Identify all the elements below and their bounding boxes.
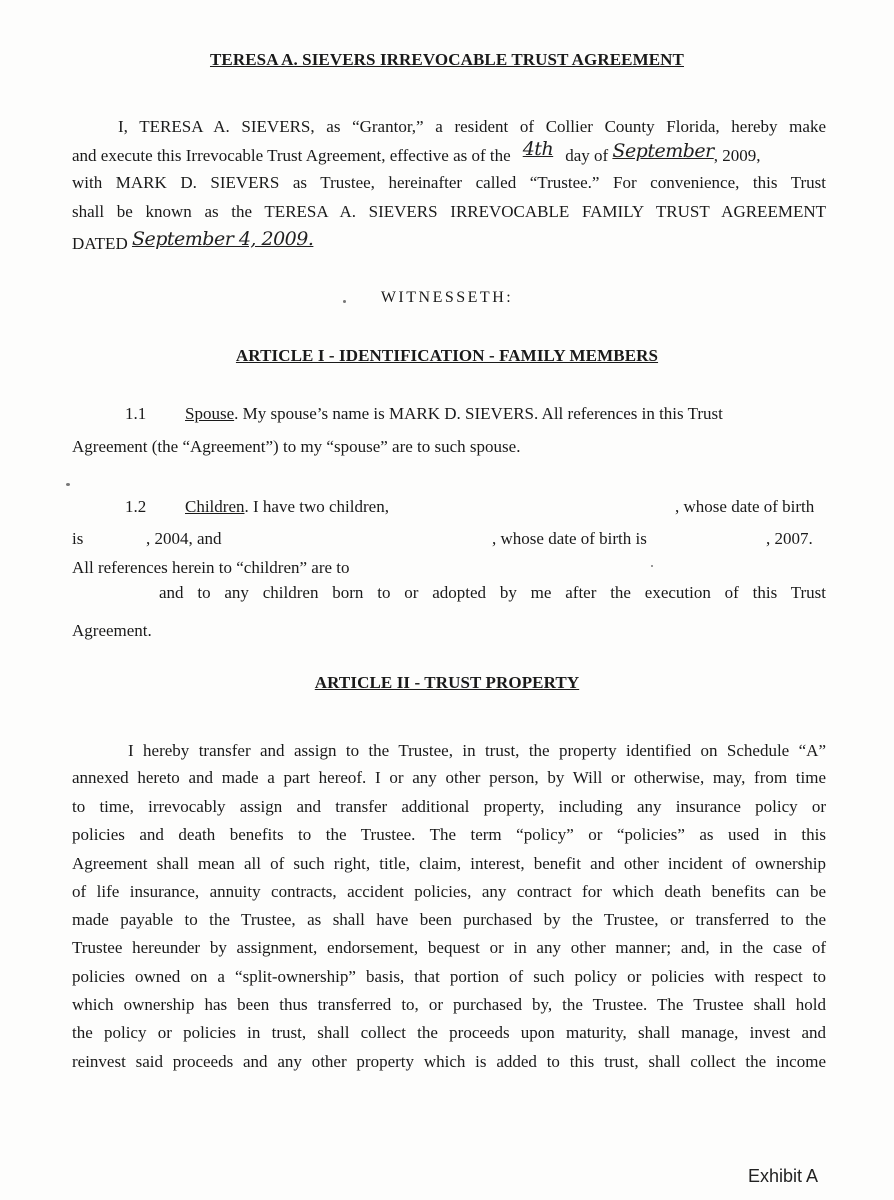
intro-line-2-text-a: and execute this Irrevocable Trust Agreement, effective as of the [72, 146, 511, 165]
article-2-heading: ARTICLE II - TRUST PROPERTY [314, 673, 580, 692]
article-2-line-12: reinvest said proceeds and any other property which is added to this trust, shall collect the income [72, 1052, 826, 1071]
intro-line-5 [72, 228, 314, 255]
intro-line-3: with MARK D. SIEVERS as Trustee, hereinafter called “Trustee.” For convenience, this Trust [72, 173, 826, 192]
intro-line-4: shall be known as the TERESA A. SIEVERS IRREVOCABLE FAMILY TRUST AGREEMENT [72, 202, 826, 221]
section-1-2-line-2-c: , whose date of birth is [492, 529, 647, 548]
handwritten-month: September [612, 140, 714, 162]
section-1-2-text: . I have two children, [244, 497, 389, 516]
section-1-1-number: 1.1 [125, 404, 147, 423]
section-1-2-line-1 [185, 496, 389, 518]
section-1-2-line-2-d: , 2007. [766, 529, 813, 548]
section-1-2-line-5: Agreement. [72, 621, 152, 640]
article-2-line-5: Agreement shall mean all of such right, title, claim, interest, benefit and other incident of ownership [72, 854, 826, 873]
exhibit-label: Exhibit A [747, 1166, 818, 1186]
witnesseth-heading: WITNESSETH: [380, 289, 514, 306]
article-2-line-3: to time, irrevocably assign and transfer additional property, including any insurance policy or [72, 797, 826, 816]
section-1-2-line-2-a: is [72, 529, 84, 548]
intro-line-2 [72, 138, 761, 167]
intro-line-1: I, TERESA A. SIEVERS, as “Grantor,” a resident of Collier County Florida, hereby make [118, 117, 826, 136]
section-1-2-line-2-b: , 2004, and [146, 529, 222, 548]
section-1-2-label: Children [185, 497, 245, 516]
section-1-1-text: . My spouse’s name is MARK D. SIEVERS. All references in this Trust [234, 404, 723, 423]
intro-line-5-dated: DATED [72, 234, 128, 253]
section-1-2-number: 1.2 [125, 497, 147, 516]
article-2-line-7: made payable to the Trustee, as shall have been purchased by the Trustee, or transferred to the [72, 910, 826, 929]
intro-line-2-text-c: , 2009, [713, 146, 761, 165]
article-1-heading: ARTICLE I - IDENTIFICATION - FAMILY MEMBERS [235, 346, 659, 365]
article-2-line-4: policies and death benefits to the Trustee. The term “policy” or “policies” as used in this [72, 825, 826, 844]
scan-speck [66, 483, 70, 486]
section-1-1-line-1 [185, 403, 723, 425]
section-1-1-label: Spouse [185, 404, 235, 423]
article-2-line-11: the policy or policies in trust, shall collect the proceeds upon maturity, shall manage, invest and [72, 1023, 826, 1042]
intro-line-2-text-b: day of [565, 146, 609, 165]
handwritten-day: 4th [522, 138, 554, 160]
article-2-line-10: which ownership has been thus transferred to, or purchased by, the Trustee. The Trustee shall hold [72, 995, 826, 1014]
section-1-2-line-3: All references herein to “children” are to [72, 558, 350, 577]
article-2-line-8: Trustee hereunder by assignment, endorsement, bequest or in any other manner; and, in the case of [72, 938, 826, 957]
article-2-line-2: annexed hereto and made a part hereof. I or any other person, by Will or otherwise, may, from time [72, 768, 826, 787]
article-2-line-9: policies owned on a “split-ownership” basis, that portion of such policy or policies with respect to [72, 967, 826, 986]
section-1-2-line-4: and to any children born to or adopted by me after the execution of this Trust [159, 583, 826, 602]
section-1-2-line-1-end: , whose date of birth [675, 497, 815, 516]
article-2-line-6: of life insurance, annuity contracts, accident policies, any contract for which death benefits can be [72, 882, 826, 901]
section-1-1-line-2: Agreement (the “Agreement”) to my “spouse” are to such spouse. [72, 437, 521, 456]
scan-speck [651, 565, 653, 567]
document-title: TERESA A. SIEVERS IRREVOCABLE TRUST AGREEMENT [209, 50, 684, 69]
article-2-line-1: I hereby transfer and assign to the Trustee, in trust, the property identified on Schedule “A” [128, 741, 826, 760]
handwritten-date: September 4, 2009. [131, 228, 314, 250]
